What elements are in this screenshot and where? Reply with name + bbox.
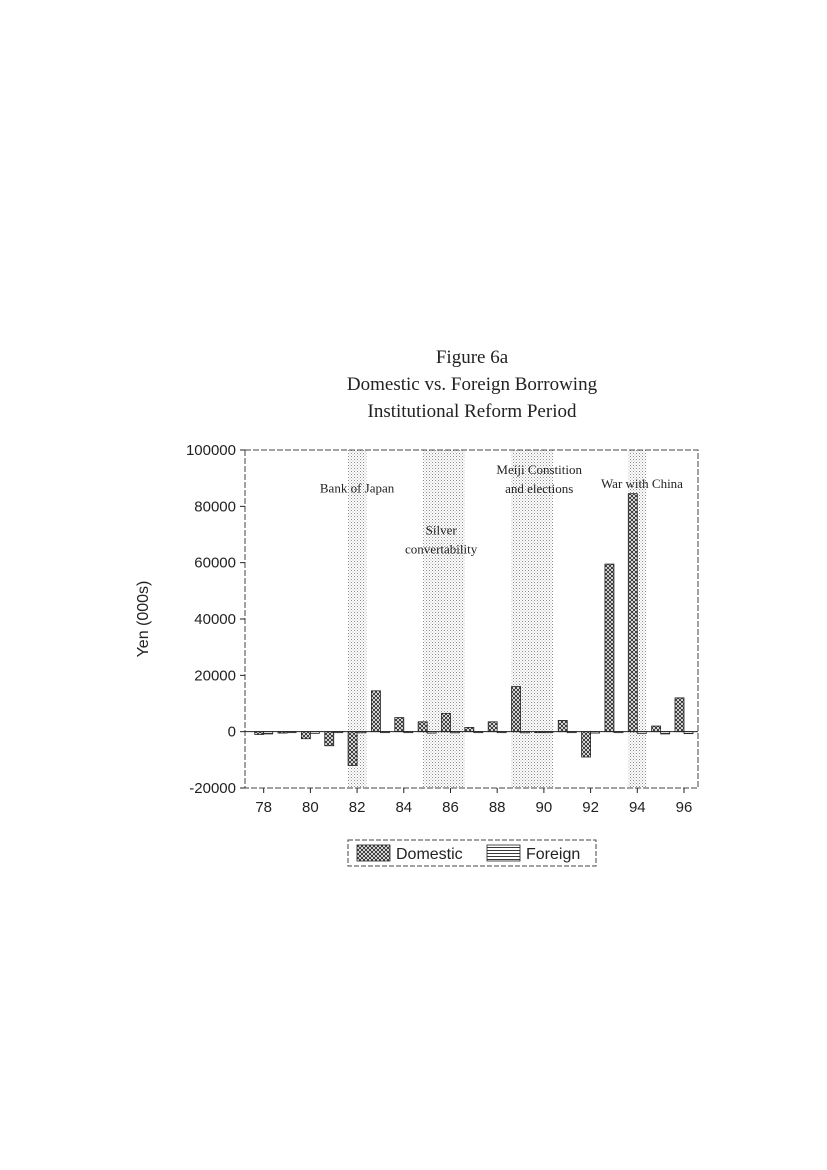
bar-domestic [348, 732, 357, 766]
y-tick-label: 80000 [194, 498, 236, 516]
chart-title [347, 347, 598, 422]
bar-domestic [301, 732, 310, 739]
x-tick-label: 80 [302, 799, 319, 816]
legend-swatch-domestic [357, 845, 390, 861]
bar-domestic [395, 718, 404, 732]
y-tick-label: 20000 [194, 667, 236, 685]
bar-domestic [488, 722, 497, 732]
annotation-label: convertability [405, 541, 478, 557]
bar-domestic [465, 727, 474, 731]
legend [348, 840, 596, 866]
x-tick-label: 84 [395, 799, 413, 816]
x-tick-label: 82 [348, 799, 366, 816]
y-tick-label: 100000 [185, 442, 236, 459]
bar-domestic [558, 720, 567, 731]
x-tick-label: 94 [628, 799, 646, 816]
bar-domestic [605, 564, 614, 732]
y-tick-label: -20000 [189, 780, 236, 797]
x-tick-label: 90 [535, 799, 553, 816]
bar-domestic [325, 732, 334, 746]
x-tick-label: 92 [582, 799, 599, 816]
shaded-period [422, 450, 464, 788]
shaded-periods [348, 450, 647, 788]
x-tick-label: 86 [442, 799, 459, 816]
chart-title-line: Domestic vs. Foreign Borrowing [346, 374, 598, 395]
bar-domestic [418, 722, 427, 732]
shaded-period [511, 450, 553, 788]
bar-domestic [371, 691, 380, 732]
y-tick-label: 40000 [194, 611, 236, 628]
chart-title-line: Figure 6a [435, 347, 509, 368]
bar-domestic [512, 687, 521, 732]
annotation-label: Silver [425, 522, 457, 538]
bar-domestic [628, 494, 637, 732]
legend-label-foreign: Foreign [526, 846, 581, 863]
annotation-label: and elections [505, 480, 574, 496]
x-tick-label: 96 [675, 799, 693, 816]
bar-domestic [582, 732, 591, 757]
bar-domestic [441, 713, 450, 731]
y-tick-label: 0 [227, 723, 236, 741]
legend-label-domestic: Domestic [396, 846, 463, 863]
annotation-label: War with China [600, 476, 683, 492]
x-tick-label: 88 [488, 799, 506, 816]
y-axis-label: Yen (000s) [135, 580, 152, 658]
bar-domestic [652, 726, 661, 732]
x-tick-label: 78 [255, 799, 273, 816]
annotation-label: Meiji Constition [496, 461, 583, 477]
y-tick-label: 60000 [194, 554, 236, 572]
chart-title-line: Institutional Reform Period [367, 401, 577, 422]
bars [255, 494, 693, 766]
legend-swatch-foreign [487, 845, 520, 861]
annotation-label: Bank of Japan [319, 480, 395, 496]
bar-domestic [675, 698, 684, 732]
